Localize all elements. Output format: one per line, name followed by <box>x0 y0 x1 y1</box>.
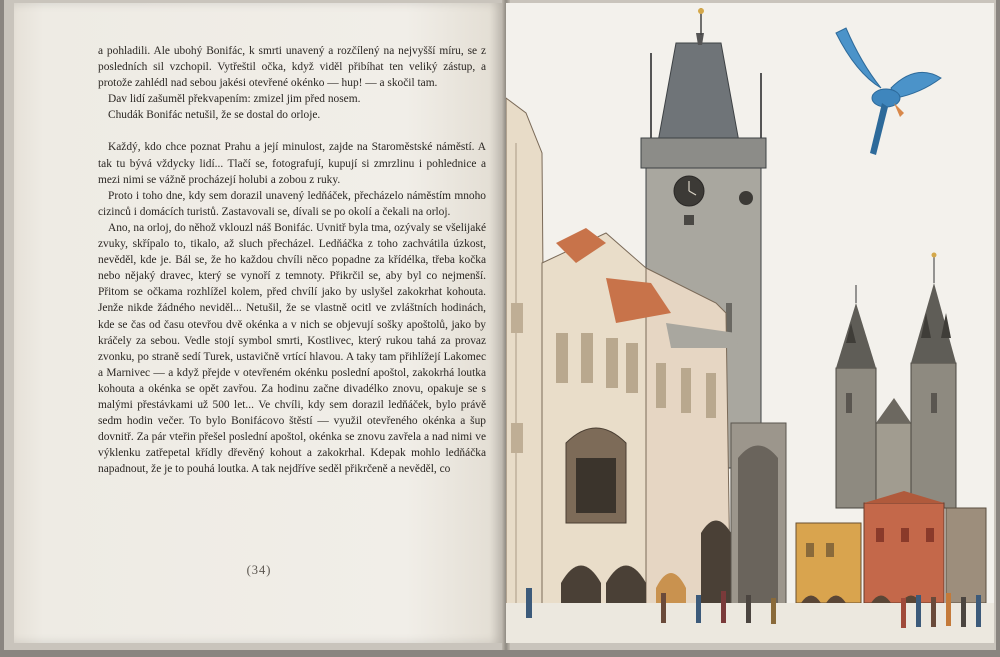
right-page-illustration <box>506 3 994 643</box>
paragraph: Každý, kdo chce poznat Prahu a její minulost, zajde na Staroměstské náměstí. A tak tu bývá vždycky lidí... Tlačí se, fotografují, kupují si zmrzlinu i pohlednice a mezi nimi se vážně procházejí holubi a zobou z ruky. <box>98 141 486 186</box>
text-block <box>98 43 486 477</box>
paragraph: Dav lidí zašuměl překvapením: zmizel jim před nosem. <box>108 93 361 106</box>
book-spread <box>4 0 996 650</box>
left-building <box>506 98 546 643</box>
paragraph: Proto i toho dne, kdy sem dorazil unavený ledňáček, přecházelo náměstím mnoho cizinců i domácích turistů. Zastavovali se, dívali se po okolí a čekali na orloj. <box>98 189 486 218</box>
page-number: (34) <box>246 563 272 577</box>
paragraph: a pohladili. Ale ubohý Bonifác, k smrti unavený a rozčílený na nejvyšší míru, se z posledních sil vzchopil. Vytřeštil očka, když viděl přibíhat ten veliký zástup, a protože zahlédl nad sebou jakési otevřené okénko — hup! — a skočil tam. <box>98 45 486 90</box>
left-page <box>14 3 504 643</box>
paragraph: Ano, na orloj, do něhož vklouzl náš Bonifác. Uvnitř byla tma, ozývaly se všelijaké zvuky, skřípalo to, tikalo, až sluch přecházel. Ledňáčka z toho zachvátila úzkost, nevěděl, kde je. Bál se, že ho každou chvíli něco popadne za křídélka, třeba kočka nebo nějaký dravec, který se vynoří z temnoty. Přikrčil se, aby byl co nejmenší. Přitom se očkama rozhlížel kolem, před chvílí jako by uslyšel zakokrhat kohouta. Jenže nikde žádného neviděl... Netušil, že se vlastně ocitl ve zvláštních hodinách, kde se čas od času otevřou dvě okénka a v nich se objevují sošky apoštolů, jako by kráčely za sebou. Vedle stojí symbol smrti, Kostlivec, který rukou tahá za provaz zvonku, po straně sedí Turek, ustavičně vrtící hlavou. A taky tam přihlížejí Lakomec a Marnivec — a když přejde v otevřeném okénku poslední apoštol, zakokrhá loutka kohouta a okénka se opět zavřou. Za hodinu začne divadélko znovu, opakuje se s malými přestávkami už 500 let... Ve chvíli, kdy sem dorazil ledňáček, bylo právě sedm hodin večer. To bylo Bonifácovo štěstí — využil otevřeného okénka a šup dovnitř. Za pár vteřin přešel poslední apoštol, okénka se znovu zavřela a nad nimi ve výklenku zatřepetal křídly dřevěný kohout a zakokrhal. Kdepak mohlo ledňáčka napadnout, že je to pouhá loutka. A tak nejdříve seděl přikrčeně a nevěděl, co <box>98 221 486 476</box>
old-town-square-illustration <box>506 3 994 643</box>
paragraph: Chudák Bonifác netušil, že se dostal do orloje. <box>108 109 321 122</box>
